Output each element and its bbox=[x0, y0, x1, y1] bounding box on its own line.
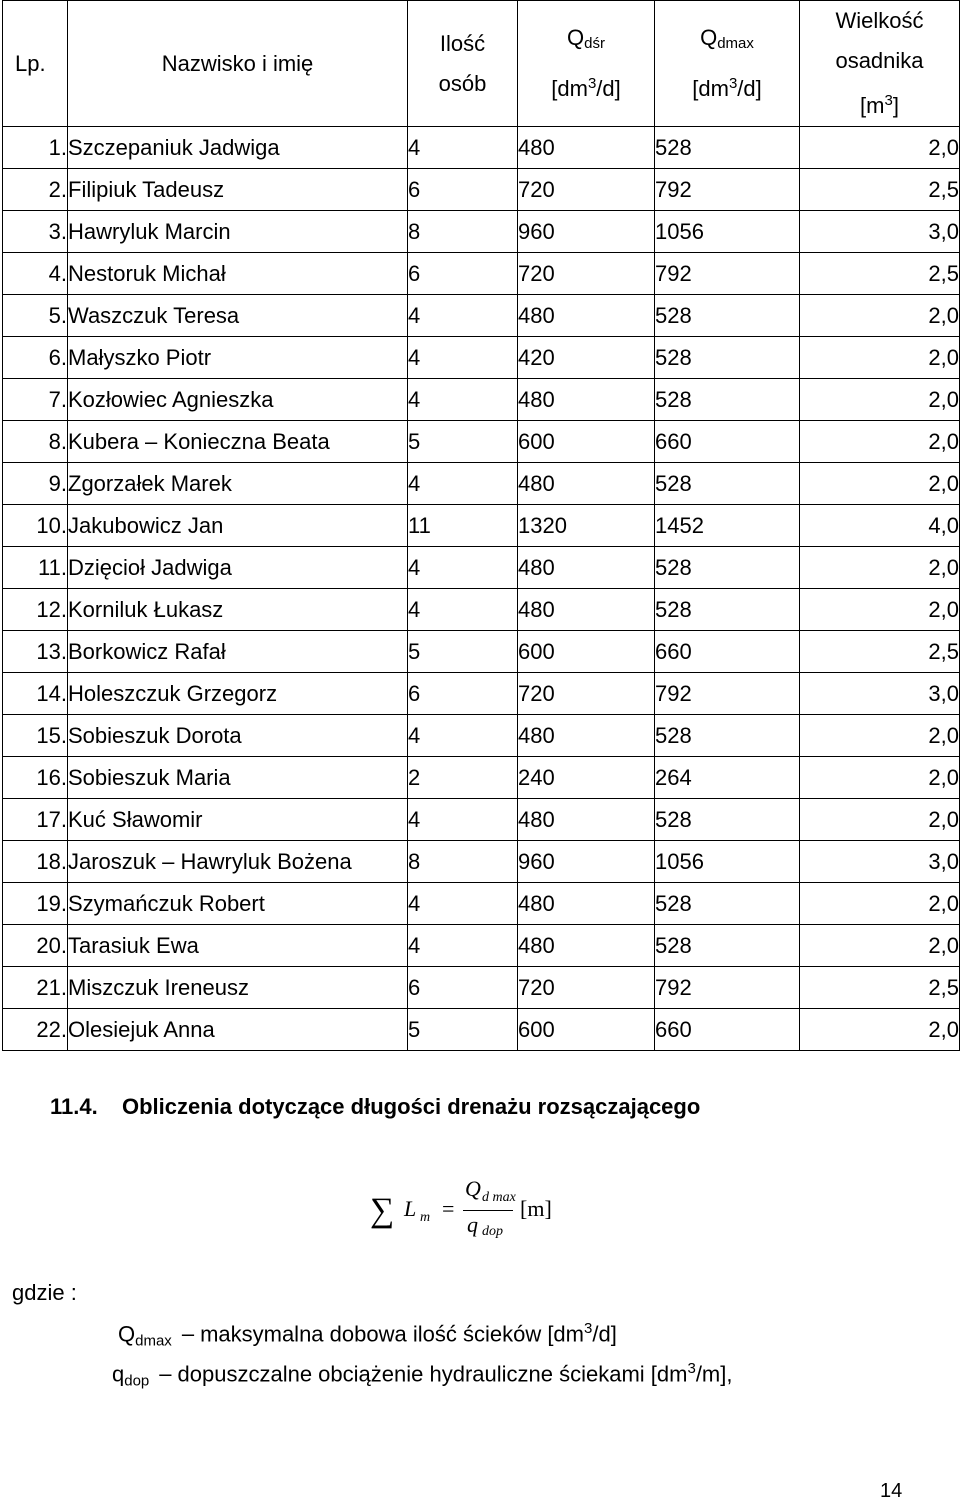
table-row bbox=[3, 337, 960, 379]
header-persons bbox=[408, 1, 518, 127]
cell-qdsr: 720 bbox=[518, 169, 655, 211]
cell-qdmax: 528 bbox=[655, 295, 800, 337]
cell-qdsr: 960 bbox=[518, 211, 655, 253]
cell-name: Korniluk Łukasz bbox=[68, 589, 408, 631]
cell-qdsr: 1320 bbox=[518, 505, 655, 547]
cell-name: Dzięcioł Jadwiga bbox=[68, 547, 408, 589]
legend-symbol-subscript: dop bbox=[124, 1372, 150, 1390]
table-row bbox=[3, 967, 960, 1009]
cell-name: Tarasiuk Ewa bbox=[68, 925, 408, 967]
table-row bbox=[3, 505, 960, 547]
cell-lp: 1. bbox=[3, 127, 68, 169]
table-row bbox=[3, 715, 960, 757]
cell-name: Olesiejuk Anna bbox=[68, 1009, 408, 1051]
header-qdsr-symbol: $Q_{dśr}$ bbox=[567, 25, 605, 52]
formula-unit: [m] bbox=[520, 1196, 552, 1221]
header-qdmax-unit: $[dm^3/d]$ bbox=[692, 75, 762, 101]
legend-intro: gdzie : bbox=[12, 1280, 77, 1305]
table-row bbox=[3, 631, 960, 673]
formula-sum-symbol: ∑ bbox=[370, 1192, 395, 1229]
cell-tank-size: 2,0 bbox=[800, 715, 960, 757]
cell-qdmax: 792 bbox=[655, 169, 800, 211]
cell-qdmax: 528 bbox=[655, 463, 800, 505]
cell-persons: 4 bbox=[408, 337, 518, 379]
cell-persons: 4 bbox=[408, 589, 518, 631]
cell-lp: 15. bbox=[3, 715, 68, 757]
section-heading bbox=[50, 1094, 700, 1120]
legend-dash: – bbox=[159, 1361, 172, 1387]
cell-lp: 3. bbox=[3, 211, 68, 253]
legend-symbol: q bbox=[112, 1361, 125, 1387]
header-qdmax-symbol: $Q_{dmax}$ bbox=[700, 25, 754, 52]
cell-qdsr: 480 bbox=[518, 883, 655, 925]
cell-persons: 6 bbox=[408, 673, 518, 715]
table-row bbox=[3, 379, 960, 421]
formula-fraction-bar bbox=[463, 1210, 513, 1211]
section-title: Obliczenia dotyczące długości drenażu rozsączającego bbox=[122, 1094, 701, 1119]
cell-name: Sobieszuk Dorota bbox=[68, 715, 408, 757]
cell-qdsr: 720 bbox=[518, 253, 655, 295]
cell-lp: 2. bbox=[3, 169, 68, 211]
cell-name: Kubera – Konieczna Beata bbox=[68, 421, 408, 463]
cell-tank-size: 2,0 bbox=[800, 547, 960, 589]
cell-name: Jaroszuk – Hawryluk Bożena bbox=[68, 841, 408, 883]
cell-qdsr: 480 bbox=[518, 925, 655, 967]
formula-equals: = bbox=[442, 1196, 455, 1221]
table-row bbox=[3, 295, 960, 337]
legend-text: dopuszczalne obciążenie hydrauliczne ściekami [dm bbox=[177, 1361, 688, 1387]
table-body bbox=[3, 127, 960, 1051]
cell-qdmax: 528 bbox=[655, 799, 800, 841]
cell-lp: 7. bbox=[3, 379, 68, 421]
section-number: 11.4. bbox=[50, 1094, 98, 1119]
table-row bbox=[3, 925, 960, 967]
header-size-line2: osadnika bbox=[835, 48, 924, 73]
cell-qdmax: 792 bbox=[655, 967, 800, 1009]
cell-persons: 6 bbox=[408, 169, 518, 211]
cell-lp: 21. bbox=[3, 967, 68, 1009]
cell-qdmax: 660 bbox=[655, 631, 800, 673]
cell-qdmax: 528 bbox=[655, 127, 800, 169]
cell-qdsr: 420 bbox=[518, 337, 655, 379]
header-lp: Lp. bbox=[3, 1, 68, 127]
table-row bbox=[3, 841, 960, 883]
table-row bbox=[3, 421, 960, 463]
cell-qdmax: 528 bbox=[655, 883, 800, 925]
cell-name: Holeszczuk Grzegorz bbox=[68, 673, 408, 715]
cell-tank-size: 2,0 bbox=[800, 883, 960, 925]
cell-persons: 4 bbox=[408, 295, 518, 337]
septic-tank-table bbox=[2, 0, 960, 1051]
cell-qdsr: 720 bbox=[518, 673, 655, 715]
cell-persons: 5 bbox=[408, 1009, 518, 1051]
legend-item-qdmax bbox=[118, 1320, 617, 1349]
formula-numerator: Q bbox=[465, 1176, 481, 1201]
cell-persons: 4 bbox=[408, 883, 518, 925]
page-number: 14 bbox=[880, 1480, 903, 1502]
cell-qdsr: 480 bbox=[518, 379, 655, 421]
cell-tank-size: 2,0 bbox=[800, 799, 960, 841]
cell-lp: 6. bbox=[3, 337, 68, 379]
cell-lp: 4. bbox=[3, 253, 68, 295]
cell-persons: 2 bbox=[408, 757, 518, 799]
cell-tank-size: 2,0 bbox=[800, 127, 960, 169]
cell-lp: 22. bbox=[3, 1009, 68, 1051]
table-row bbox=[3, 757, 960, 799]
header-size-line1: Wielkość bbox=[835, 8, 924, 33]
formula-denominator: q bbox=[467, 1212, 478, 1237]
cell-qdsr: 600 bbox=[518, 421, 655, 463]
cell-persons: 4 bbox=[408, 463, 518, 505]
cell-persons: 6 bbox=[408, 253, 518, 295]
header-size-unit: $[m^3]$ bbox=[860, 92, 899, 118]
cell-tank-size: 2,0 bbox=[800, 925, 960, 967]
cell-lp: 5. bbox=[3, 295, 68, 337]
cell-tank-size: 2,0 bbox=[800, 421, 960, 463]
cell-tank-size: 3,0 bbox=[800, 211, 960, 253]
cell-qdmax: 660 bbox=[655, 1009, 800, 1051]
cell-qdmax: 792 bbox=[655, 253, 800, 295]
cell-tank-size: 2,0 bbox=[800, 757, 960, 799]
legend-dash: – bbox=[181, 1321, 195, 1347]
cell-name: Szczepaniuk Jadwiga bbox=[68, 127, 408, 169]
cell-qdsr: 480 bbox=[518, 127, 655, 169]
header-name: Nazwisko i imię bbox=[68, 1, 408, 127]
cell-tank-size: 2,5 bbox=[800, 169, 960, 211]
cell-persons: 5 bbox=[408, 421, 518, 463]
cell-qdmax: 1056 bbox=[655, 841, 800, 883]
legend-text-end: /m], bbox=[695, 1361, 733, 1387]
cell-qdsr: 240 bbox=[518, 757, 655, 799]
cell-qdsr: 600 bbox=[518, 1009, 655, 1051]
cell-lp: 13. bbox=[3, 631, 68, 673]
cell-tank-size: 2,5 bbox=[800, 253, 960, 295]
cell-tank-size: 2,0 bbox=[800, 589, 960, 631]
cell-name: Jakubowicz Jan bbox=[68, 505, 408, 547]
cell-qdsr: 480 bbox=[518, 547, 655, 589]
cell-lp: 8. bbox=[3, 421, 68, 463]
drain-length-formula bbox=[370, 1176, 590, 1256]
cell-name: Zgorzałek Marek bbox=[68, 463, 408, 505]
cell-persons: 4 bbox=[408, 127, 518, 169]
table-row bbox=[3, 673, 960, 715]
cell-name: Małyszko Piotr bbox=[68, 337, 408, 379]
cell-qdmax: 528 bbox=[655, 589, 800, 631]
header-persons-line1: Ilość bbox=[439, 30, 486, 56]
cell-name: Miszczuk Ireneusz bbox=[68, 967, 408, 1009]
legend-text: maksymalna dobowa ilość ścieków [dm bbox=[200, 1321, 584, 1347]
cell-qdsr: 480 bbox=[518, 589, 655, 631]
cell-name: Hawryluk Marcin bbox=[68, 211, 408, 253]
table-row bbox=[3, 463, 960, 505]
table-header-row bbox=[3, 1, 960, 127]
legend-symbol: Q bbox=[118, 1321, 136, 1347]
cell-tank-size: 2,5 bbox=[800, 631, 960, 673]
cell-lp: 9. bbox=[3, 463, 68, 505]
cell-lp: 18. bbox=[3, 841, 68, 883]
table-row bbox=[3, 1009, 960, 1051]
cell-qdmax: 528 bbox=[655, 547, 800, 589]
table-row bbox=[3, 799, 960, 841]
cell-name: Kozłowiec Agnieszka bbox=[68, 379, 408, 421]
cell-persons: 4 bbox=[408, 925, 518, 967]
cell-name: Sobieszuk Maria bbox=[68, 757, 408, 799]
header-qdsr-unit: $[dm^3/d]$ bbox=[551, 75, 621, 101]
table-row bbox=[3, 883, 960, 925]
cell-lp: 14. bbox=[3, 673, 68, 715]
formula-denominator-subscript: dop bbox=[482, 1224, 503, 1239]
cell-qdmax: 528 bbox=[655, 715, 800, 757]
cell-tank-size: 2,0 bbox=[800, 379, 960, 421]
cell-persons: 4 bbox=[408, 799, 518, 841]
cell-persons: 5 bbox=[408, 631, 518, 673]
table-row bbox=[3, 589, 960, 631]
cell-qdsr: 480 bbox=[518, 463, 655, 505]
cell-qdsr: 480 bbox=[518, 799, 655, 841]
cell-lp: 10. bbox=[3, 505, 68, 547]
table-row bbox=[3, 127, 960, 169]
cell-tank-size: 2,0 bbox=[800, 295, 960, 337]
cell-name: Nestoruk Michał bbox=[68, 253, 408, 295]
cell-lp: 19. bbox=[3, 883, 68, 925]
cell-tank-size: 2,0 bbox=[800, 1009, 960, 1051]
header-persons-line2: osób bbox=[438, 70, 487, 96]
cell-qdmax: 528 bbox=[655, 925, 800, 967]
cell-tank-size: 3,0 bbox=[800, 841, 960, 883]
cell-lp: 20. bbox=[3, 925, 68, 967]
cell-qdsr: 480 bbox=[518, 295, 655, 337]
cell-persons: 11 bbox=[408, 505, 518, 547]
cell-name: Szymańczuk Robert bbox=[68, 883, 408, 925]
cell-tank-size: 2,5 bbox=[800, 967, 960, 1009]
cell-qdmax: 792 bbox=[655, 673, 800, 715]
formula-length-symbol: L bbox=[404, 1196, 417, 1221]
cell-lp: 12. bbox=[3, 589, 68, 631]
cell-tank-size: 4,0 bbox=[800, 505, 960, 547]
cell-lp: 16. bbox=[3, 757, 68, 799]
cell-qdmax: 528 bbox=[655, 379, 800, 421]
cell-qdmax: 660 bbox=[655, 421, 800, 463]
formula-numerator-subscript: d max bbox=[482, 1190, 516, 1205]
cell-name: Waszczuk Teresa bbox=[68, 295, 408, 337]
cell-persons: 4 bbox=[408, 547, 518, 589]
table-row bbox=[3, 547, 960, 589]
cell-name: Filipiuk Tadeusz bbox=[68, 169, 408, 211]
cell-persons: 4 bbox=[408, 715, 518, 757]
cell-tank-size: 3,0 bbox=[800, 673, 960, 715]
legend-symbol-subscript: dmax bbox=[135, 1332, 172, 1350]
cell-qdmax: 1056 bbox=[655, 211, 800, 253]
header-qdsr bbox=[518, 1, 655, 127]
cell-persons: 8 bbox=[408, 841, 518, 883]
cell-persons: 6 bbox=[408, 967, 518, 1009]
cell-name: Kuć Sławomir bbox=[68, 799, 408, 841]
cell-qdmax: 264 bbox=[655, 757, 800, 799]
cell-qdsr: 960 bbox=[518, 841, 655, 883]
table-row bbox=[3, 253, 960, 295]
cell-qdmax: 1452 bbox=[655, 505, 800, 547]
cell-qdsr: 720 bbox=[518, 967, 655, 1009]
cell-persons: 4 bbox=[408, 379, 518, 421]
cell-lp: 17. bbox=[3, 799, 68, 841]
cell-name: Borkowicz Rafał bbox=[68, 631, 408, 673]
legend-text-superscript: 3 bbox=[687, 1360, 696, 1377]
cell-lp: 11. bbox=[3, 547, 68, 589]
cell-qdsr: 600 bbox=[518, 631, 655, 673]
legend-text-end: /d] bbox=[592, 1321, 617, 1347]
legend-item-qdop bbox=[112, 1360, 732, 1389]
cell-qdsr: 480 bbox=[518, 715, 655, 757]
cell-tank-size: 2,0 bbox=[800, 463, 960, 505]
cell-persons: 8 bbox=[408, 211, 518, 253]
cell-qdmax: 528 bbox=[655, 337, 800, 379]
cell-tank-size: 2,0 bbox=[800, 337, 960, 379]
header-tank-size bbox=[800, 1, 960, 127]
header-qdmax bbox=[655, 1, 800, 127]
legend-text-superscript: 3 bbox=[584, 1320, 593, 1337]
table-row bbox=[3, 211, 960, 253]
table-row bbox=[3, 169, 960, 211]
formula-length-subscript: m bbox=[420, 1210, 431, 1225]
